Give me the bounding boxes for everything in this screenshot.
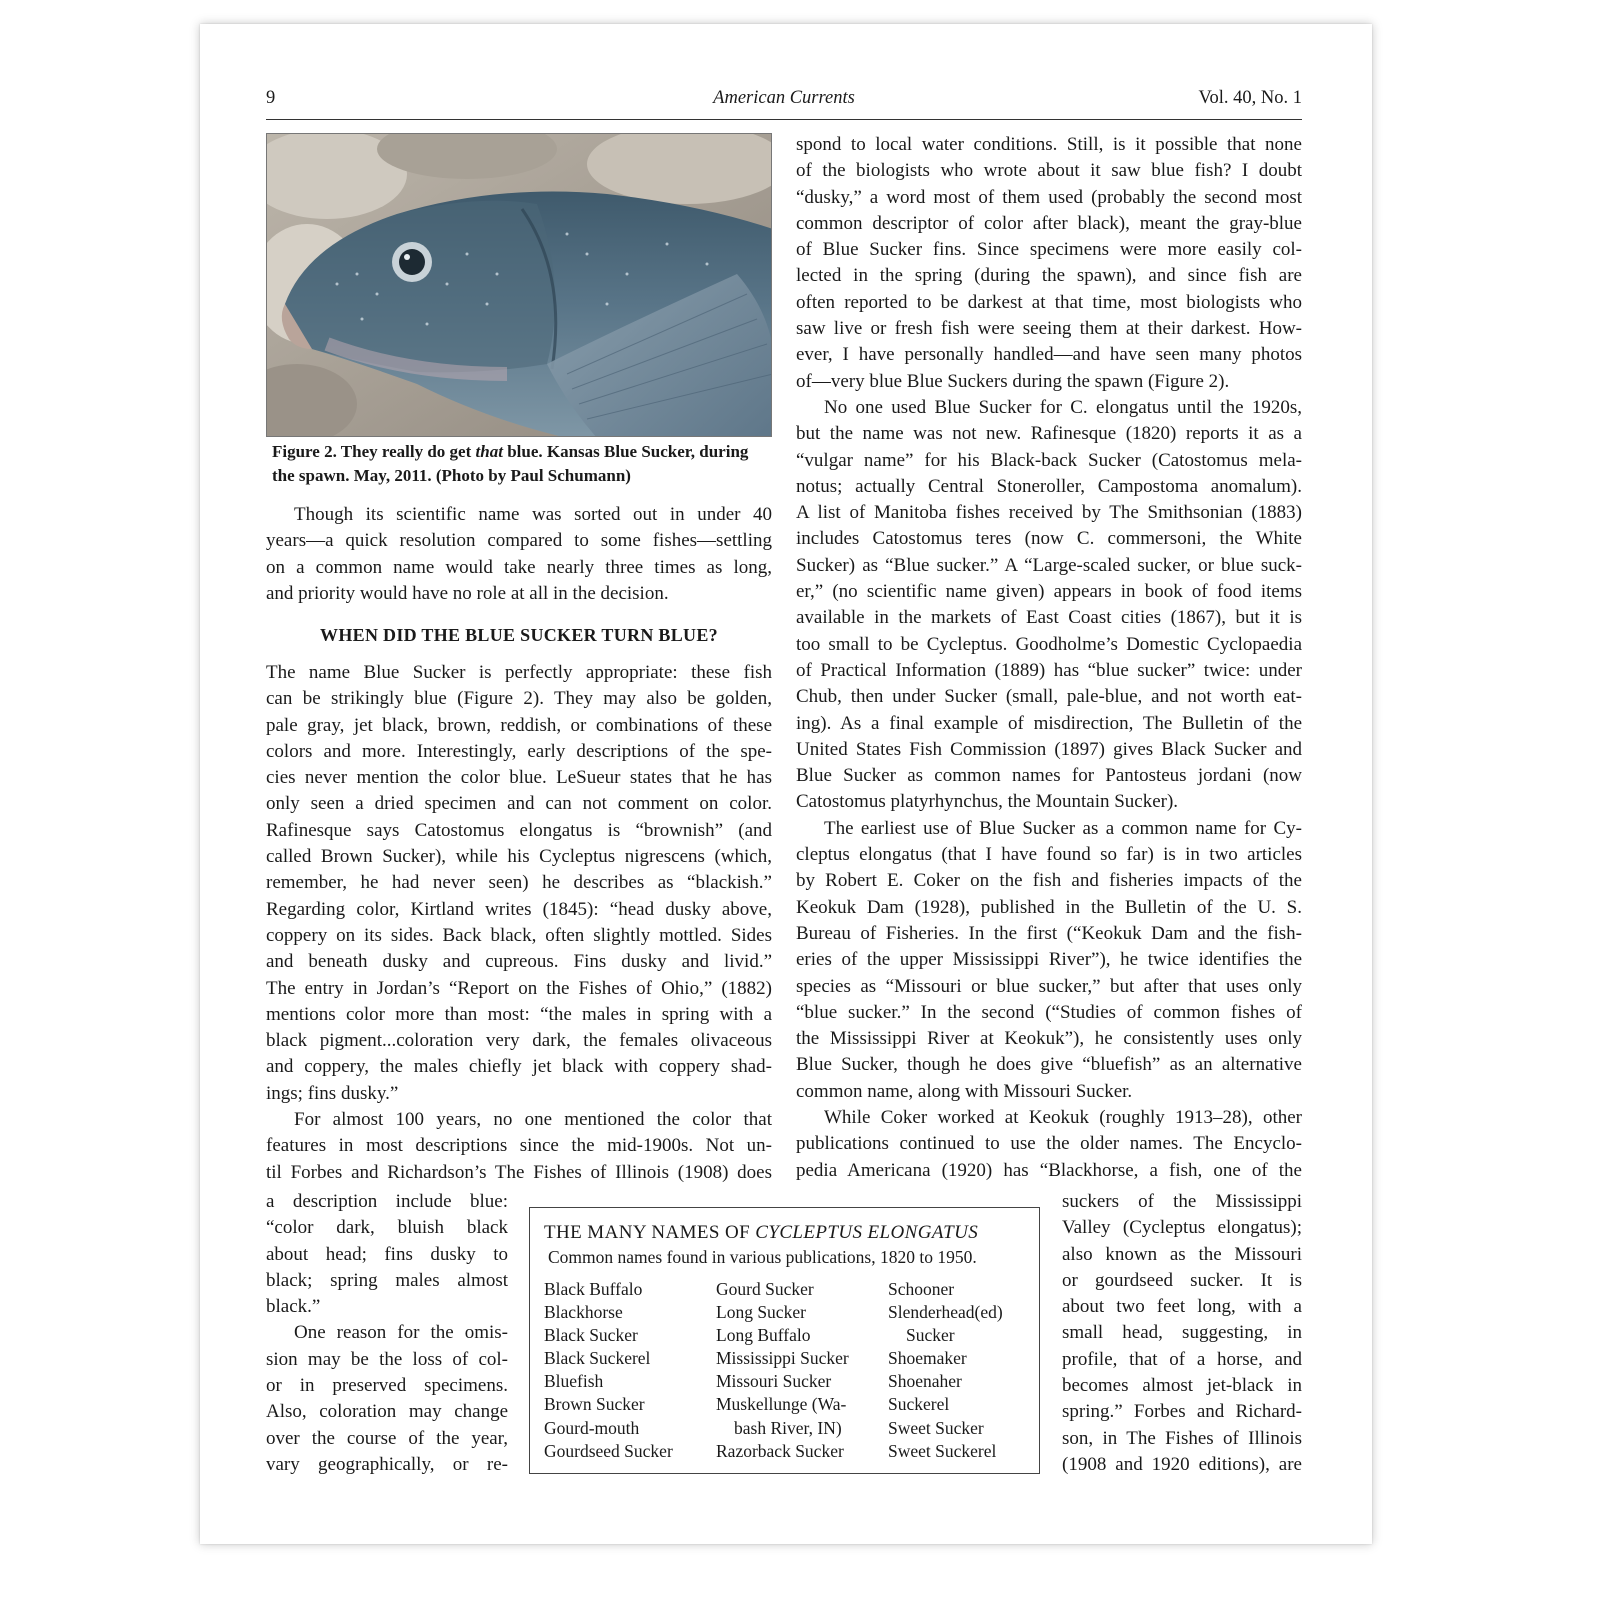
text-line: The name Blue Sucker is perfectly appropriate: these fish bbox=[266, 662, 772, 683]
text-line: about head; fins dusky to bbox=[266, 1243, 508, 1265]
magazine-title: American Currents bbox=[713, 88, 855, 108]
name-item: Bluefish bbox=[544, 1371, 604, 1392]
text-line: “vulgar name” for his Black-back Sucker (Catostomus mela- bbox=[796, 449, 1302, 471]
sidebar-title-italic: CYCLEPTUS ELONGATUS bbox=[755, 1222, 979, 1243]
text-line: “dusky,” a word most of them used (probably the second most bbox=[796, 186, 1302, 208]
text-line: Rafinesque says Catostomus elongatus is “brownish” (and bbox=[266, 819, 772, 841]
text-line: publications continued to use the older names. The Encyclo- bbox=[796, 1133, 1302, 1155]
text-line: The entry in Jordan’s “Report on the Fishes of Ohio,” (1882) bbox=[266, 977, 772, 999]
sidebar-title-plain: THE MANY NAMES OF bbox=[544, 1222, 756, 1243]
text-line: includes Catostomus teres (now C. commersoni, the White bbox=[796, 528, 1302, 550]
text-line: black.” bbox=[266, 1296, 321, 1318]
text-line: and coppery, the males chiefly jet black with coppery shad- bbox=[266, 1056, 772, 1078]
text-line: by Robert E. Coker on the fish and fisheries impacts of the bbox=[796, 870, 1302, 892]
left-intro-paragraph bbox=[266, 502, 772, 607]
text-line: and beneath dusky and cupreous. Fins dusky and livid.” bbox=[266, 951, 772, 973]
name-item: Long Sucker bbox=[716, 1302, 806, 1323]
text-line: often reported to be darkest at that time, most biologists who bbox=[796, 291, 1302, 313]
name-item: Brown Sucker bbox=[544, 1394, 645, 1415]
text-line: ings; fins dusky.” bbox=[266, 1082, 399, 1104]
text-line: or gourdseed sucker. It is bbox=[1062, 1269, 1302, 1291]
caption-italic: that bbox=[475, 442, 503, 461]
caption-text-a: Figure 2. They really do get bbox=[272, 442, 476, 461]
name-item: bash River, IN) bbox=[734, 1417, 842, 1438]
text-line: available in the markets of East Coast cities (1867), but it is bbox=[796, 607, 1302, 629]
text-line: features in most descriptions since the mid-1900s. Not un- bbox=[266, 1135, 772, 1157]
sidebar-title bbox=[544, 1222, 978, 1244]
sidebar-names-column-3 bbox=[888, 1278, 1003, 1463]
sidebar-subtitle: Common names found in various publications, 1820 to 1950. bbox=[548, 1247, 977, 1267]
text-line: Blue Sucker, though he does give “bluefish” as an alternative bbox=[796, 1054, 1302, 1076]
name-item: Slenderhead(ed) bbox=[888, 1302, 1003, 1323]
text-line: a description include blue: bbox=[266, 1191, 508, 1212]
name-item: Black Sucker bbox=[544, 1325, 638, 1346]
text-line: “blue sucker.” In the second (“Studies of common fishes of bbox=[796, 1001, 1302, 1023]
text-line: about two feet long, with a bbox=[1062, 1296, 1302, 1318]
text-line: of Practical Information (1889) has “blue sucker” twice: under bbox=[796, 659, 1302, 681]
text-line: colors and more. Interestingly, early descriptions of the spe- bbox=[266, 740, 772, 762]
text-line: eries of the upper Mississippi River”), he twice identifies the bbox=[796, 949, 1302, 971]
text-line: common descriptor of color after black), meant the gray-blue bbox=[796, 212, 1302, 234]
text-line: only seen a dried specimen and can not comment on color. bbox=[266, 793, 772, 815]
name-item: Gourd-mouth bbox=[544, 1417, 640, 1438]
text-line: pedia Americana (1920) has “Blackhorse, a fish, one of the bbox=[796, 1159, 1302, 1181]
text-line: Regarding color, Kirtland writes (1845): “head dusky above, bbox=[266, 898, 772, 920]
text-line: profile, that of a horse, and bbox=[1062, 1348, 1302, 1370]
text-line: can be strikingly blue (Figure 2). They may also be golden, bbox=[266, 688, 772, 710]
text-line: Keokuk Dam (1928), published in the Bulletin of the U. S. bbox=[796, 896, 1302, 918]
text-line: coppery on its sides. Back black, often slightly mottled. Sides bbox=[266, 924, 772, 946]
name-item: Razorback Sucker bbox=[716, 1440, 844, 1461]
text-line: No one used Blue Sucker for C. elongatus until the 1920s, bbox=[824, 396, 1302, 418]
name-item: Shoenaher bbox=[888, 1371, 962, 1392]
header-rule bbox=[266, 119, 1302, 120]
caption-text-b: blue. Kansas Blue Sucker, during the spawn. May, 2011. (Photo by Paul Schumann) bbox=[272, 442, 749, 485]
name-item: Muskellunge (Wa- bbox=[716, 1394, 847, 1415]
text-line: mentions color more than most: “the males in spring with a bbox=[266, 1003, 772, 1025]
text-line: called Brown Sucker), while his Cycleptus nigrescens (which, bbox=[266, 846, 772, 868]
text-line: cies never mention the color blue. LeSueur states that he has bbox=[266, 767, 772, 789]
text-line: Chub, then under Sucker (small, pale-blue, and not worth eat- bbox=[796, 686, 1302, 708]
text-line: black pigment...coloration very dark, the females olivaceous bbox=[266, 1030, 772, 1052]
name-item: Schooner bbox=[888, 1279, 955, 1299]
name-item: Gourdseed Sucker bbox=[544, 1440, 673, 1461]
name-item: Blackhorse bbox=[544, 1302, 623, 1323]
text-line: over the course of the year, bbox=[266, 1427, 508, 1449]
text-line: species as “Missouri or blue sucker,” but after that uses only bbox=[796, 975, 1302, 997]
text-line: years—a quick resolution compared to some fishes—settling bbox=[266, 530, 772, 552]
text-line: on a common name would take nearly three times as long, bbox=[266, 556, 772, 578]
name-item: Gourd Sucker bbox=[716, 1279, 814, 1299]
name-item: Mississippi Sucker bbox=[716, 1348, 849, 1369]
volume-issue: Vol. 40, No. 1 bbox=[1198, 88, 1302, 108]
text-line: Also, coloration may change bbox=[266, 1401, 508, 1423]
text-line: saw live or fresh fish were seeing them at their darkest. How- bbox=[796, 318, 1302, 340]
running-header bbox=[266, 88, 1302, 114]
text-line: til Forbes and Richardson’s The Fishes of Illinois (1908) does bbox=[266, 1161, 772, 1183]
text-line: but the name was not new. Rafinesque (1820) reports it as a bbox=[796, 423, 1302, 445]
text-line: notus; actually Central Stoneroller, Campostoma anomalum). bbox=[796, 475, 1302, 497]
text-line: remember, he had never seen) he describes as “blackish.” bbox=[266, 872, 772, 894]
sidebar-names-column-2 bbox=[716, 1278, 849, 1463]
text-line: becomes almost jet-black in bbox=[1062, 1375, 1302, 1397]
text-line: too small to be Cycleptus. Goodholme’s Domestic Cyclopaedia bbox=[796, 633, 1302, 655]
sidebar-names-column-1 bbox=[544, 1278, 673, 1463]
text-line: Valley (Cycleptus elongatus); bbox=[1062, 1217, 1302, 1239]
text-line: One reason for the omis- bbox=[294, 1322, 508, 1344]
text-line: common name, along with Missouri Sucker. bbox=[796, 1080, 1133, 1102]
right-column bbox=[796, 132, 1302, 1184]
blue-sucker-photo bbox=[266, 133, 772, 437]
name-item: Black Suckerel bbox=[544, 1348, 651, 1369]
text-line: of—very blue Blue Suckers during the spawn (Figure 2). bbox=[796, 370, 1230, 392]
text-line: Sucker) as “Blue sucker.” A “Large-scaled sucker, or blue suck- bbox=[796, 554, 1302, 576]
text-line: “color dark, bluish black bbox=[266, 1217, 508, 1239]
name-item: Sucker bbox=[906, 1325, 955, 1346]
text-line: For almost 100 years, no one mentioned the color that bbox=[294, 1109, 772, 1131]
text-line: While Coker worked at Keokuk (roughly 1913–28), other bbox=[824, 1106, 1302, 1128]
text-line: The earliest use of Blue Sucker as a common name for Cy- bbox=[824, 817, 1302, 839]
text-line: United States Fish Commission (1897) gives Black Sucker and bbox=[796, 738, 1302, 760]
text-line: son, in The Fishes of Illinois bbox=[1062, 1427, 1302, 1449]
text-line: also known as the Missouri bbox=[1062, 1243, 1302, 1265]
text-line: and priority would have no role at all in the decision. bbox=[266, 582, 669, 604]
name-item: Sweet Sucker bbox=[888, 1417, 984, 1438]
figure-caption bbox=[272, 440, 772, 488]
text-line: of Blue Sucker fins. Since specimens were more easily col- bbox=[796, 239, 1302, 261]
text-line: lected in the spring (during the spawn), and since fish are bbox=[796, 265, 1302, 287]
text-line: Bureau of Fisheries. In the first (“Keokuk Dam and the fish- bbox=[796, 922, 1302, 944]
text-line: pale gray, jet black, brown, reddish, or combinations of these bbox=[266, 714, 772, 736]
left-narrow-column bbox=[266, 1189, 508, 1478]
text-line: suckers of the Mississippi bbox=[1062, 1191, 1302, 1212]
text-line: (1908 and 1920 editions), are bbox=[1062, 1453, 1302, 1475]
text-line: spond to local water conditions. Still, is it possible that none bbox=[796, 134, 1302, 155]
text-line: cleptus elongatus (that I have found so far) is in two articles bbox=[796, 844, 1302, 866]
left-main-paragraph bbox=[266, 660, 772, 1186]
text-line: the Mississippi River at Keokuk”), he consistently uses only bbox=[796, 1028, 1302, 1050]
text-line: sion may be the loss of col- bbox=[266, 1348, 508, 1370]
text-line: or in preserved specimens. bbox=[266, 1375, 508, 1397]
name-item: Long Buffalo bbox=[716, 1325, 811, 1346]
name-item: Black Buffalo bbox=[544, 1279, 643, 1299]
name-item: Suckerel bbox=[888, 1394, 950, 1415]
right-narrow-column bbox=[1062, 1189, 1302, 1478]
text-line: ever, I have personally handled—and have seen many photos bbox=[796, 344, 1302, 366]
text-line: Though its scientific name was sorted out in under 40 bbox=[294, 504, 772, 525]
text-line: vary geographically, or re- bbox=[266, 1453, 508, 1475]
name-item: Sweet Suckerel bbox=[888, 1440, 997, 1461]
text-line: spring.” Forbes and Richard- bbox=[1062, 1401, 1302, 1423]
section-heading: WHEN DID THE BLUE SUCKER TURN BLUE? bbox=[320, 625, 718, 645]
text-line: black; spring males almost bbox=[266, 1269, 508, 1291]
text-line: ing). As a final example of misdirection, The Bulletin of the bbox=[796, 712, 1302, 734]
page-number: 9 bbox=[266, 88, 276, 108]
text-line: Catostomus platyrhynchus, the Mountain Sucker). bbox=[796, 791, 1179, 813]
name-item: Missouri Sucker bbox=[716, 1371, 832, 1392]
text-line: of the biologists who wrote about it saw blue fish? I doubt bbox=[796, 160, 1302, 182]
text-line: A list of Manitoba fishes received by The Smithsonian (1883) bbox=[796, 502, 1302, 524]
text-line: small head, suggesting, in bbox=[1062, 1322, 1302, 1344]
text-line: er,” (no scientific name given) appears in book of food items bbox=[796, 581, 1302, 603]
name-item: Shoemaker bbox=[888, 1348, 967, 1369]
text-line: Blue Sucker as common names for Pantosteus jordani (now bbox=[796, 765, 1302, 787]
sidebar-box bbox=[529, 1207, 1040, 1474]
